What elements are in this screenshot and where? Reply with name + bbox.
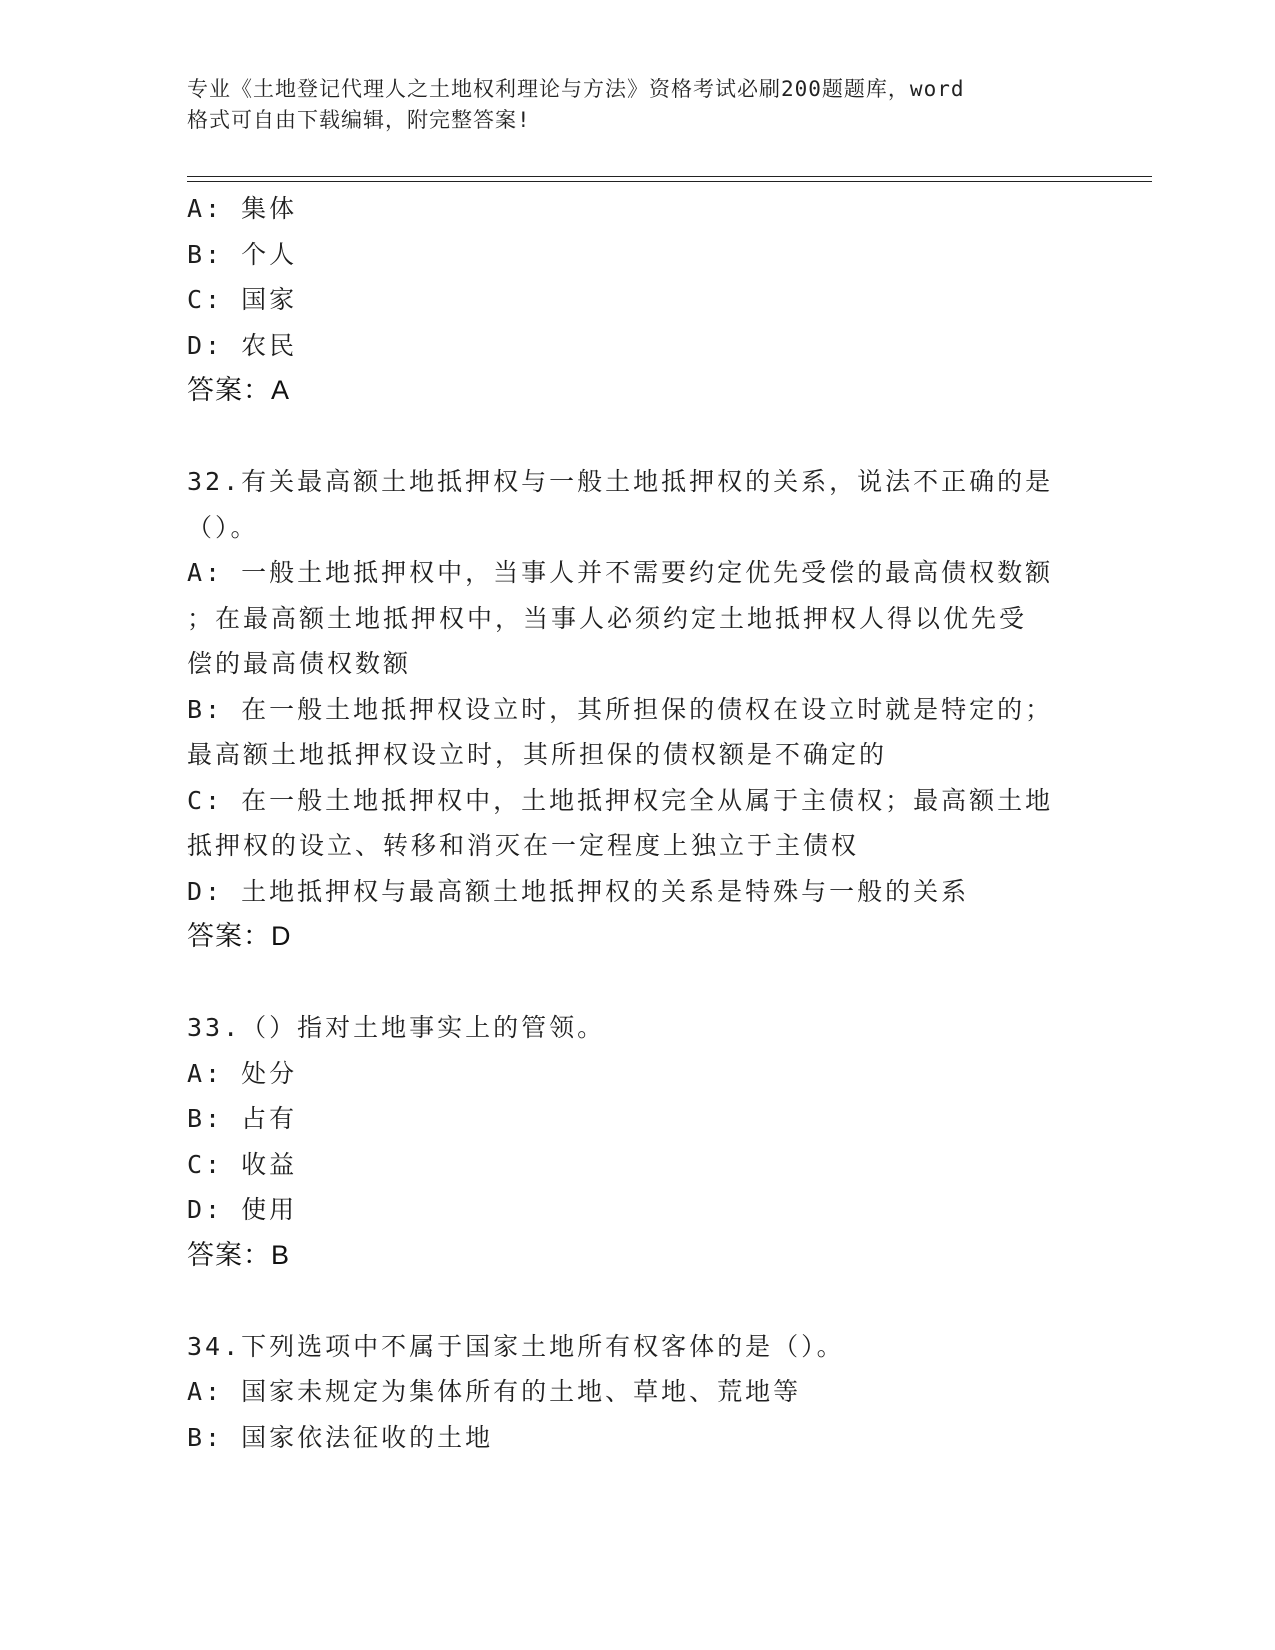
option-c-line-1: C: 在一般土地抵押权中，土地抵押权完全从属于主债权；最高额土地	[187, 785, 1054, 815]
answer-line: 答案：D	[187, 921, 292, 951]
option-d: D: 使用	[187, 1195, 298, 1224]
option-a-line-2: ；在最高额土地抵押权中，当事人必须约定土地抵押权人得以优先受	[187, 603, 1028, 633]
question-32	[187, 459, 1087, 960]
option-b: B: 国家依法征收的土地	[187, 1422, 494, 1452]
option-c-line-2: 抵押权的设立、转移和消灭在一定程度上独立于主债权	[187, 831, 860, 860]
question-stem-line-2: （）。	[187, 512, 259, 542]
option-c: C: 国家	[187, 285, 298, 314]
option-d: D: 农民	[187, 330, 298, 360]
answer-line: 答案：B	[187, 1239, 291, 1270]
option-d: D: 土地抵押权与最高额土地抵押权的关系是特殊与一般的关系	[187, 876, 970, 906]
question-stem: 33.（）指对土地事实上的管领。	[187, 1013, 606, 1042]
option-a-line-3: 偿的最高债权数额	[187, 649, 412, 678]
question-33	[187, 1005, 1087, 1278]
question-34	[187, 1324, 1087, 1461]
option-b-line-1: B: 在一般土地抵押权设立时，其所担保的债权在设立时就是特定的；	[187, 694, 1054, 724]
option-a: A: 处分	[187, 1058, 298, 1088]
option-a: A: 集体	[187, 194, 298, 223]
option-a: A: 国家未规定为集体所有的土地、草地、荒地等	[187, 1377, 802, 1406]
header-divider-top	[187, 176, 1152, 177]
option-b: B: 个人	[187, 239, 298, 269]
question-stem-line-1: 32.有关最高额土地抵押权与一般土地抵押权的关系，说法不正确的是	[187, 467, 1054, 496]
question-stem: 34.下列选项中不属于国家土地所有权客体的是（）。	[187, 1331, 845, 1361]
option-c: C: 收益	[187, 1149, 298, 1179]
question-spacer	[187, 960, 1087, 1006]
header-title-line-1: 专业《土地登记代理人之土地权利理论与方法》资格考试必刷200题题库，word	[187, 77, 965, 101]
question-31	[187, 186, 1087, 414]
question-list	[187, 186, 1087, 1460]
option-a-line-1: A: 一般土地抵押权中，当事人并不需要约定优先受偿的最高债权数额	[187, 558, 1054, 587]
question-spacer	[187, 1278, 1087, 1324]
answer-line: 答案：A	[187, 375, 291, 405]
question-spacer	[187, 414, 1087, 460]
header-title-line-2: 格式可自由下载编辑，附完整答案!	[187, 108, 531, 132]
document-header	[187, 74, 1067, 136]
option-b: B: 占有	[187, 1104, 298, 1133]
option-b-line-2: 最高额土地抵押权设立时，其所担保的债权额是不确定的	[187, 740, 888, 769]
header-divider-bottom	[187, 181, 1152, 182]
